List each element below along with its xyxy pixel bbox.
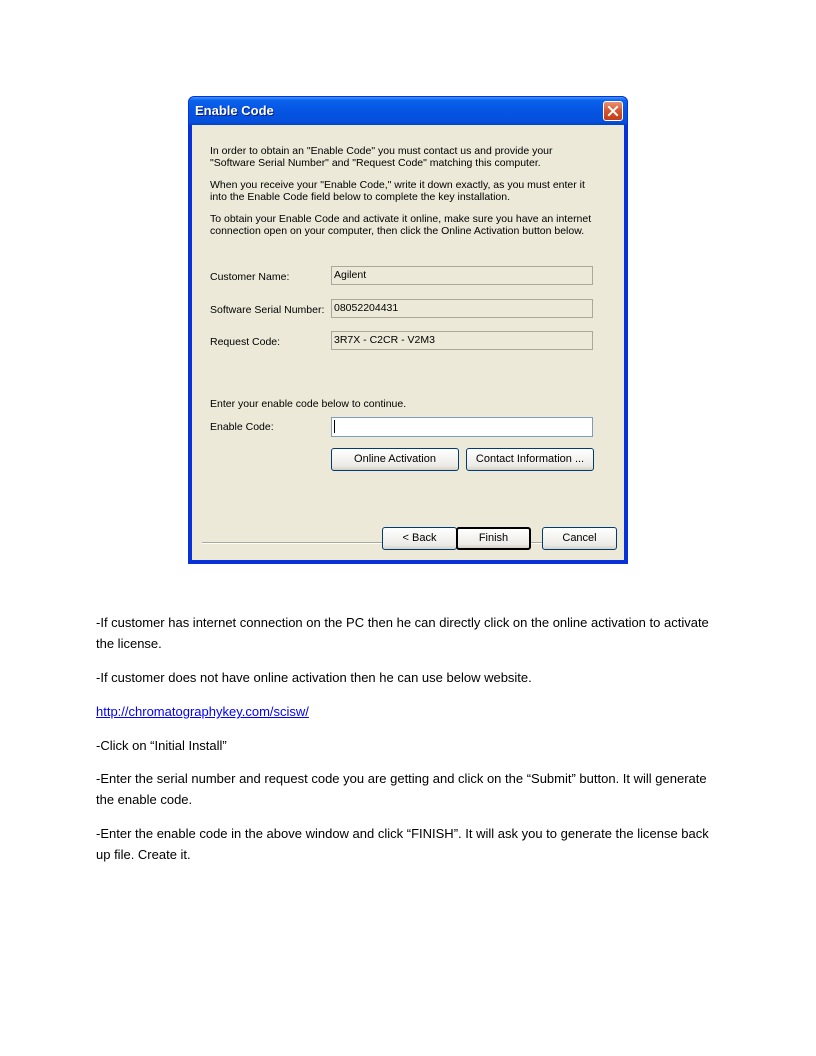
cancel-button[interactable]: Cancel [542,527,617,550]
back-button[interactable]: < Back [382,527,457,550]
intro-paragraph-3: To obtain your Enable Code and activate it online, make sure you have an internet connection open on your computer, then click the Online Activation button below. [210,213,592,237]
website-link-line [96,701,716,722]
intro-paragraph-2: When you receive your "Enable Code," write it down exactly, as you must enter it into the Enable Code field below to complete the key installation. [210,179,585,203]
contact-information-button[interactable]: Contact Information ... [466,448,594,471]
online-activation-button[interactable]: Online Activation [331,448,459,471]
dialog-client-area [192,125,624,560]
serial-number-field[interactable]: 08052204431 [331,299,593,318]
instruction-initial-install: -Click on “Initial Install” [96,738,227,753]
instruction-finish: -Enter the enable code in the above window and click “FINISH”. It will ask you to generate the license back up file. Create it. [96,826,709,862]
enable-code-label: Enable Code: [210,421,274,433]
enable-code-input[interactable] [331,417,593,437]
close-icon[interactable] [603,101,623,121]
enable-code-dialog [188,96,628,564]
customer-name-field[interactable]: Agilent [331,266,593,285]
finish-button[interactable]: Finish [456,527,531,550]
dialog-title-bar[interactable] [189,97,627,125]
request-code-field[interactable]: 3R7X - C2CR - V2M3 [331,331,593,350]
intro-paragraph-1: In order to obtain an "Enable Code" you must contact us and provide your "Software Serial Number" and "Request Code" matching this computer. [210,145,553,169]
text-caret [334,420,335,433]
request-code-label: Request Code: [210,336,281,348]
enter-code-prompt: Enter your enable code below to continue. [210,398,407,410]
instruction-online-activation: -If customer has internet connection on the PC then he can directly click on the online activation to activate the license. [96,615,709,651]
serial-number-label: Software Serial Number: [210,304,325,316]
website-link[interactable]: http://chromatographykey.com/scisw/ [96,704,309,719]
instruction-website: -If customer does not have online activation then he can use below website. [96,670,532,685]
instruction-submit: -Enter the serial number and request code you are getting and click on the “Submit” button. It will generate the enable code. [96,771,707,807]
customer-name-label: Customer Name: [210,271,290,283]
dialog-title: Enable Code [195,103,274,118]
